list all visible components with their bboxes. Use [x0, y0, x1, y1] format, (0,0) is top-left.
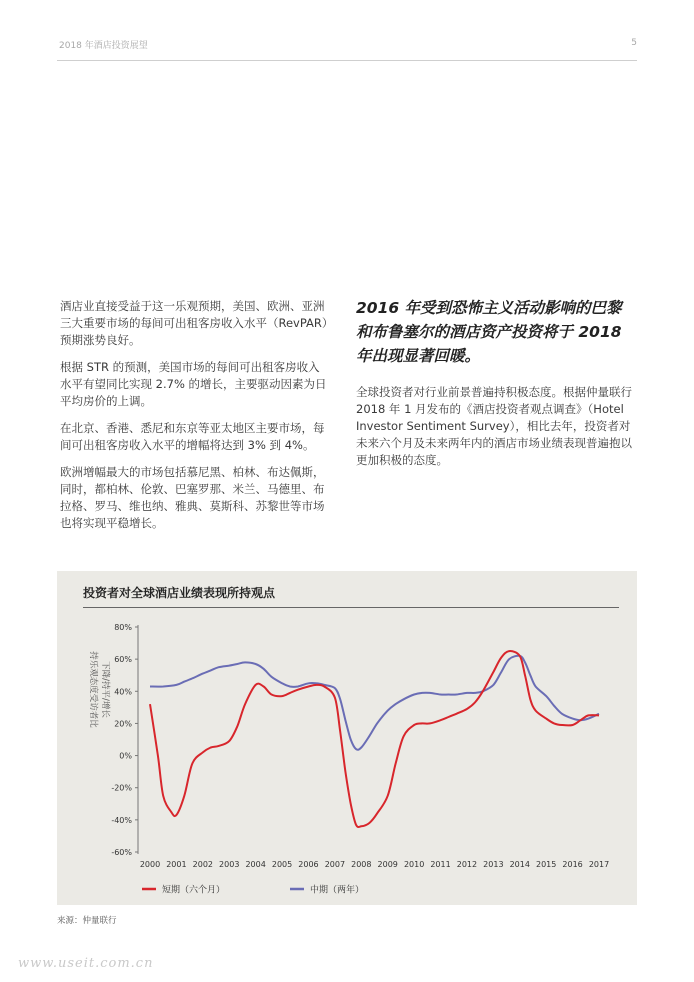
y-tick-label: 80% [114, 623, 132, 632]
x-tick-label: 2008 [351, 860, 372, 869]
y-tick-label: 60% [114, 655, 132, 665]
paragraph-europe: 欧洲增幅最大的市场包括慕尼黑、柏林、布达佩斯，同时，都柏林、伦敦、巴塞罗那、米兰、马德里、布拉格、罗马、维也纳、雅典、莫斯科、苏黎世等市场也将实现平稳增长。 [60, 465, 325, 530]
x-tick-label: 2016 [562, 860, 583, 869]
x-tick-label: 2017 [588, 860, 610, 869]
watermark: www.useit.com.cn [18, 956, 154, 971]
y-tick-label: 20% [114, 719, 132, 729]
right-column [356, 296, 636, 469]
left-column [60, 298, 330, 542]
x-tick-label: 2011 [430, 860, 451, 869]
line-chart [57, 571, 637, 905]
y-tick-label: -40% [111, 815, 132, 825]
x-tick-label: 2003 [219, 860, 240, 869]
paragraph-us-forecast: 根据 STR 的预测，美国市场的每间可出租客房收入水平有望同比实现 2.7% 的增长，主要驱动因素为日平均房价的上调。 [60, 360, 327, 408]
y-tick-label: -60% [111, 848, 132, 857]
y-axis-label: 下降/持平/增长 [100, 661, 110, 718]
paragraph-asia-pacific: 在北京、香港、悉尼和东京等亚太地区主要市场，每间可出租客房收入水平的增幅将达到 3% 到 4%。 [60, 421, 325, 452]
x-tick-label: 2015 [535, 860, 557, 869]
legend-label: 中期（两年） [310, 885, 365, 896]
x-tick-label: 2009 [377, 860, 398, 869]
x-tick-label: 2001 [166, 860, 187, 869]
page-header [57, 34, 637, 61]
page-number: 5 [631, 38, 637, 48]
x-tick-label: 2007 [324, 860, 346, 869]
x-tick-label: 2014 [509, 860, 530, 869]
header-title: 2018 年酒店投资展望 [59, 41, 148, 51]
paragraph-revpar-outlook: 酒店业直接受益于这一乐观预期，美国、欧洲、亚洲三大重要市场的每间可出租客房收入水平（RevPAR）预期涨势良好。 [60, 299, 328, 347]
x-tick-label: 2000 [139, 860, 161, 869]
x-tick-label: 2006 [298, 860, 319, 869]
x-tick-label: 2005 [271, 860, 293, 869]
chart-title: 投资者对全球酒店业绩表现所持观点 [83, 586, 276, 600]
paragraph-investor-sentiment: 全球投资者对行业前景普遍持积极态度。根据仲量联行 2018 年 1 月发布的《酒店投资者观点调查》（Hotel Investor Sentiment Survey），相比去年，投资者对未来六个月及未来两年内的酒店市场业绩表现普遍抱以更加积极的态度。 [356, 385, 632, 467]
pull-quote-heading: 2016 年受到恐怖主义活动影响的巴黎和布鲁塞尔的酒店资产投资将于 2018 年出现显著回暖。 [356, 299, 622, 365]
x-tick-label: 2002 [192, 860, 214, 869]
y-axis-label: 持乐观态度受访者比 [88, 651, 98, 728]
x-tick-label: 2010 [403, 860, 425, 869]
y-tick-label: 0% [119, 751, 132, 761]
chart-panel [57, 571, 637, 905]
x-tick-label: 2004 [245, 860, 266, 869]
legend-label: 短期（六个月） [162, 885, 226, 896]
x-tick-label: 2013 [483, 860, 504, 869]
y-tick-label: 40% [114, 687, 132, 697]
x-tick-label: 2012 [456, 860, 478, 869]
source-note: 来源：仲量联行 [57, 916, 117, 926]
y-tick-label: -20% [111, 783, 132, 793]
